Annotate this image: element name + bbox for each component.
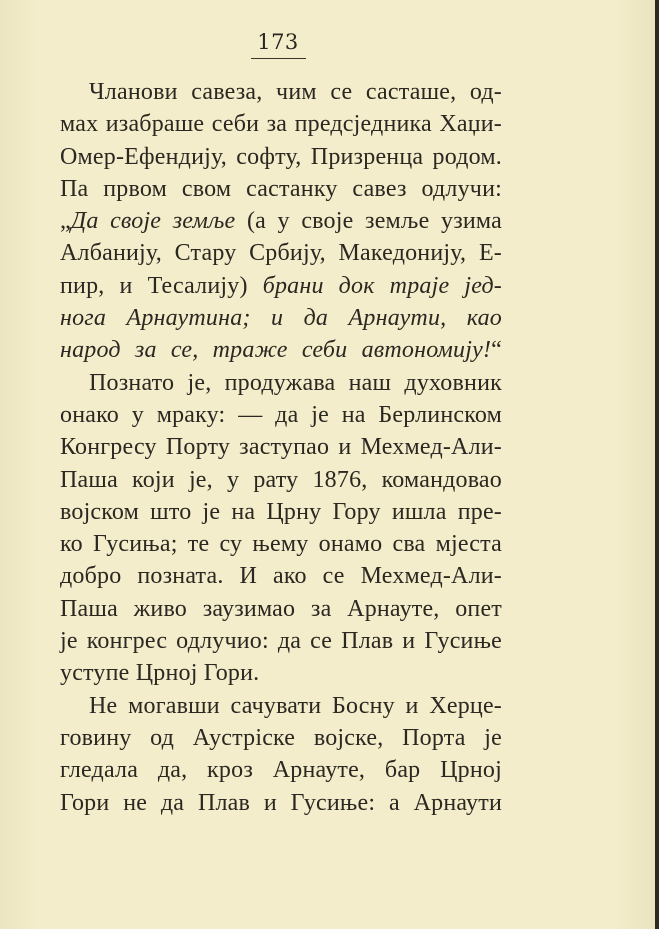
text-segment: Гори не да Плав и Гусиње: а Арнаути <box>60 789 502 816</box>
text-segment: мах изабраше себи за предсједника Хаџи- <box>60 111 502 138</box>
text-line <box>60 367 502 399</box>
text-line <box>60 496 502 528</box>
italic-text: брани док траје јед- <box>262 272 502 299</box>
text-segment: говину од Аустрiске војске, Порта је <box>60 724 502 751</box>
text-segment: Омер-Ефендију, софту, Призренца родом. <box>60 143 502 170</box>
text-line <box>60 431 502 463</box>
text-segment: ко Гусиња; те су њему онамо сва мјеста <box>60 531 502 558</box>
italic-text: Да своје земље <box>70 208 236 235</box>
text-line <box>60 334 502 366</box>
italic-text: нога Арнаутина; и да Арнаути, као <box>60 305 502 332</box>
text-segment: Конгресу Порту заступао и Мехмед-Али- <box>60 434 502 461</box>
text-line <box>60 141 502 173</box>
text-segment: Па првом свом састанку савез одлучи: <box>60 175 502 202</box>
text-line <box>60 787 502 819</box>
text-line <box>60 657 502 689</box>
body-text <box>60 76 502 819</box>
text-segment: Чланови савеза, чим се састаше, од- <box>89 79 502 105</box>
text-segment: Паша који је, у рату 1876, командовао <box>60 466 502 493</box>
text-segment: војском што је на Црну Гору ишла пре- <box>60 498 502 525</box>
text-segment: Албанију, Стару Србију, Македонију, Е- <box>60 240 502 267</box>
text-segment: је конгрес одлучио: да се Плав и Гусиње <box>60 628 502 655</box>
text-line <box>60 76 502 108</box>
page-number: 173 <box>257 30 299 54</box>
text-segment: Не могавши сачувати Босну и Херце- <box>89 692 502 719</box>
text-segment: пир, и Тесалију) <box>60 272 263 299</box>
text-line <box>60 237 502 269</box>
text-segment: гледала да, кроз Арнауте, бар Црној <box>60 757 502 784</box>
text-line <box>60 593 502 625</box>
text-segment: Паша живо заузимао за Арнауте, опет <box>60 595 502 622</box>
italic-text: народ за се, траже себи автономију! <box>60 337 492 364</box>
page-edge <box>655 0 659 929</box>
text-line <box>60 690 502 722</box>
text-segment: уступе Црној Гори. <box>60 660 260 687</box>
text-line <box>60 754 502 786</box>
text-line <box>60 625 502 657</box>
text-line <box>60 560 502 592</box>
text-segment: (а у своје земље узима <box>235 208 502 235</box>
text-line <box>60 722 502 754</box>
text-segment: онако у мраку: — да је на Берлинском <box>60 401 502 428</box>
text-line <box>60 108 502 140</box>
text-segment: “ <box>491 337 502 364</box>
page-number-rule <box>251 58 306 59</box>
text-line <box>60 528 502 560</box>
text-segment: Познато је, продужава наш духовник <box>89 369 502 396</box>
text-line <box>60 270 502 302</box>
text-segment: добро позната. И ако се Мехмед-Али- <box>60 563 502 590</box>
text-line <box>60 205 502 237</box>
text-line <box>60 302 502 334</box>
text-line <box>60 173 502 205</box>
text-segment: „ <box>60 208 71 235</box>
text-line <box>60 464 502 496</box>
text-line <box>60 399 502 431</box>
